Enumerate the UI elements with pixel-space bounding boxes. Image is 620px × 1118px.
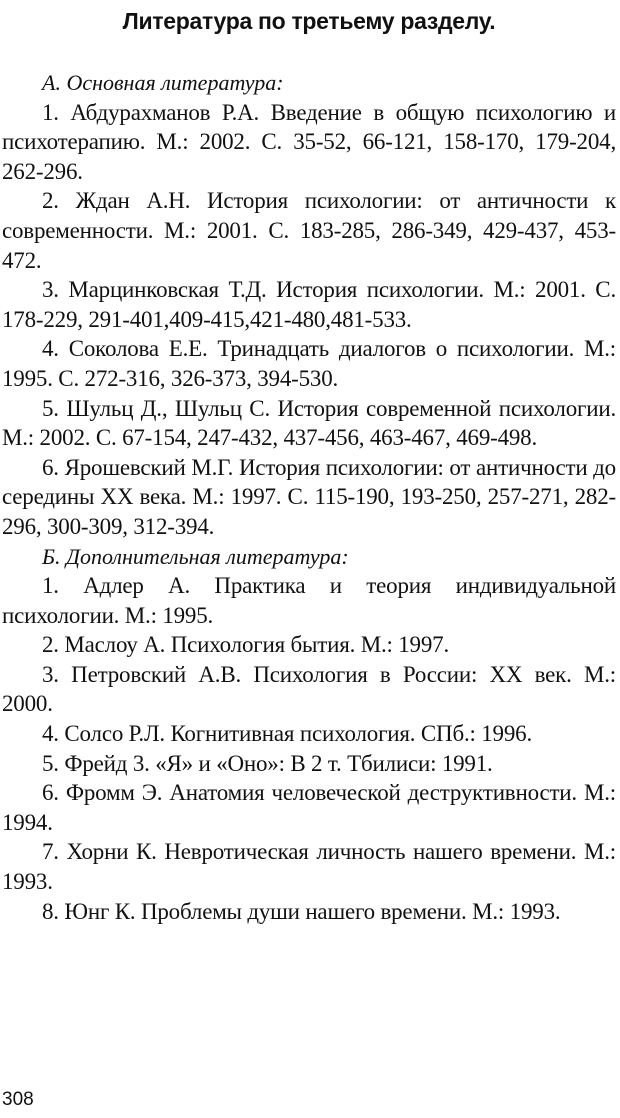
reference-entry: 3. Петровский А.В. Психология в России: XX век. М.: 2000. bbox=[2, 661, 616, 717]
page-number: 308 bbox=[2, 1089, 34, 1110]
reference-entry: 5. Шульц Д., Шульц С. История современной психологии. М.: 2002. С. 67-154, 247-432, 437-456, 463-467, 469-498. bbox=[2, 395, 616, 451]
page-title: Литература по третьему разделу. bbox=[122, 8, 496, 34]
reference-entry: 6. Фромм Э. Анатомия человеческой деструктивности. М.: 1994. bbox=[2, 780, 616, 835]
reference-entry: 2. Ждан А.Н. История психологии: от античности к современности. М.: 2001. С. 183-285, 286-349, 429-437, 453-472. bbox=[2, 188, 616, 273]
section-main-literature bbox=[2, 68, 616, 542]
reference-entry: 4. Соколова Е.Е. Тринадцать диалогов о психологии. М.: 1995. С. 272-316, 326-373, 394-530. bbox=[2, 336, 616, 391]
reference-entry: 3. Марцинковская Т.Д. История психологии. М.: 2001. С. 178-229, 291-401,409-415,421-480,481-533. bbox=[2, 277, 616, 332]
reference-entry: 2. Маслоу А. Психология бытия. М.: 1997. bbox=[42, 632, 450, 658]
reference-entry: 5. Фрейд 3. «Я» и «Оно»: В 2 т. Тбилиси: 1991. bbox=[42, 750, 493, 776]
reference-entry: 8. Юнг К. Проблемы души нашего времени. М.: 1993. bbox=[42, 898, 561, 924]
reference-entry: 7. Хорни К. Невротическая личность нашего времени. М.: 1993. bbox=[2, 839, 616, 895]
reference-entry: 1. Абдурахманов Р.А. Введение в общую психологию и психотерапию. М.: 2002. С. 35-52, 66-121, 158-170, 179-204, 262-296. bbox=[2, 99, 616, 184]
reference-entry: 1. Адлер А. Практика и теория индивидуальной психологии. М.: 1995. bbox=[2, 573, 616, 628]
section-heading-main: А. Основная литература: bbox=[42, 70, 284, 95]
section-heading-additional: Б. Дополнительная литература: bbox=[42, 543, 349, 569]
reference-entry: 6. Ярошевский М.Г. История психологии: от античности до середины XX века. М.: 1997. С. 115-190, 193-250, 257-271, 282-296, 300-309, 312-394. bbox=[2, 454, 616, 539]
reference-entry: 4. Солсо Р.Л. Когнитивная психология. СПб.: 1996. bbox=[42, 721, 532, 747]
section-additional-literature bbox=[2, 542, 616, 927]
